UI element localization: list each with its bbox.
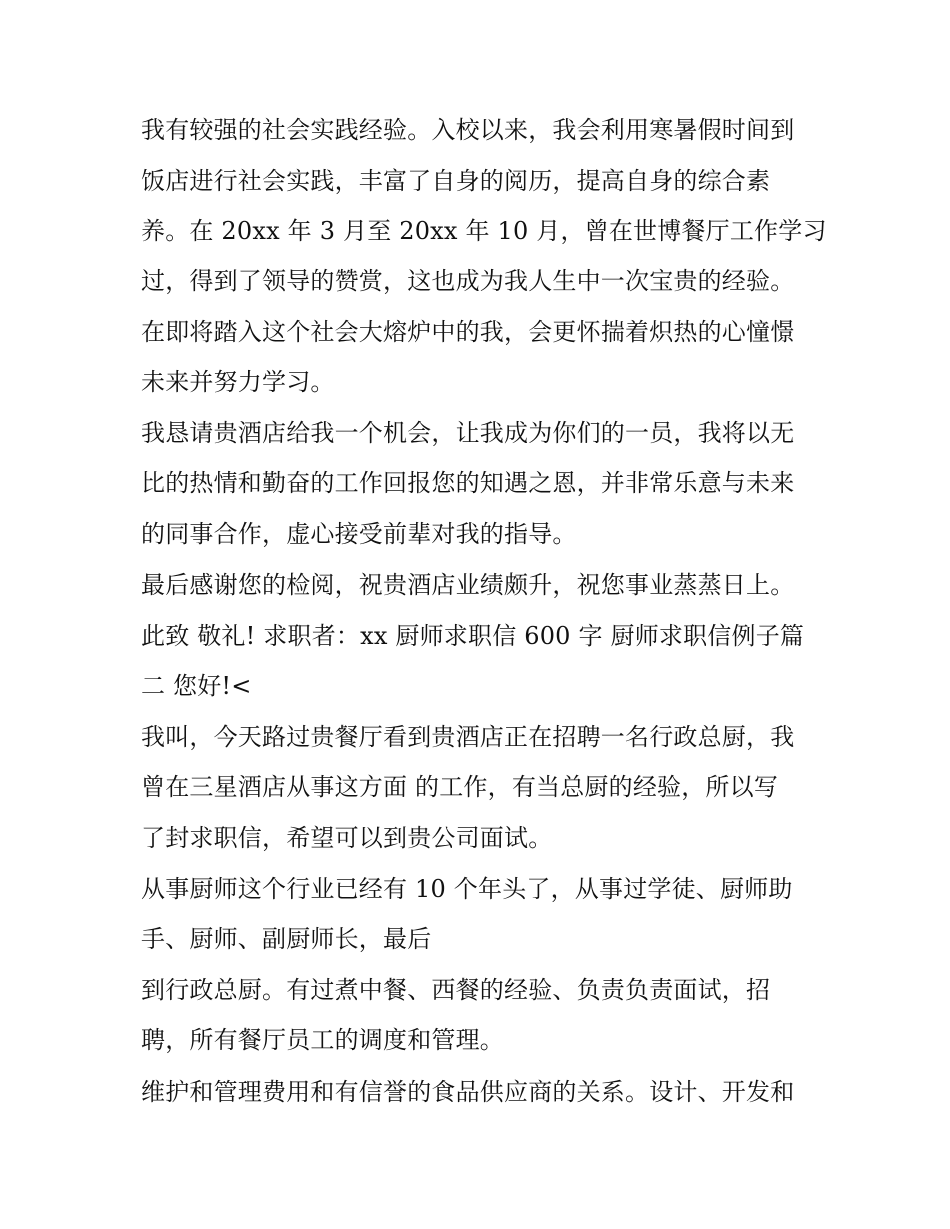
text-line: 在即将踏入这个社会大熔炉中的我，会更怀揣着炽热的心憧憬	[141, 318, 795, 346]
text-line: 二 您好!<	[141, 672, 252, 700]
text-line: 聘，所有餐厅员工的调度和管理。	[141, 1026, 504, 1054]
text-line: 此致 敬礼! 求职者：xx 厨师求职信 600 字 厨师求职信例子篇	[141, 622, 805, 650]
text-line: 最后感谢您的检阅，祝贵酒店业绩颇升，祝您事业蒸蒸日上。	[141, 571, 795, 599]
text-line: 我叫，今天路过贵餐厅看到贵酒店正在招聘一名行政总厨，我	[141, 723, 795, 751]
text-line: 养。在 20xx 年 3 月至 20xx 年 10 月，曾在世博餐厅工作学习	[141, 217, 827, 245]
text-line: 我恳请贵酒店给我一个机会，让我成为你们的一员，我将以无	[141, 419, 795, 447]
text-line: 从事厨师这个行业已经有 10 个年头了，从事过学徒、厨师助	[141, 875, 793, 903]
text-line: 过，得到了领导的赞赏，这也成为我人生中一次宝贵的经验。	[141, 267, 795, 295]
text-line: 比的热情和勤奋的工作回报您的知遇之恩，并非常乐意与未来	[141, 469, 795, 497]
text-line: 曾在三星酒店从事这方面 的工作，有当总厨的经验，所以写	[141, 773, 779, 801]
text-line: 了封求职信，希望可以到贵公司面试。	[141, 824, 553, 852]
text-line: 未来并努力学习。	[141, 368, 335, 396]
text-line: 维护和管理费用和有信誉的食品供应商的关系。设计、开发和	[141, 1078, 795, 1106]
text-line: 饭店进行社会实践，丰富了自身的阅历，提高自身的综合素	[141, 167, 771, 195]
text-line: 手、厨师、副厨师长，最后	[141, 925, 432, 953]
text-line: 我有较强的社会实践经验。入校以来，我会利用寒暑假时间到	[141, 116, 795, 144]
text-line: 到行政总厨。有过煮中餐、西餐的经验、负责负责面试，招	[141, 976, 771, 1004]
text-line: 的同事合作，虚心接受前辈对我的指导。	[141, 520, 577, 548]
